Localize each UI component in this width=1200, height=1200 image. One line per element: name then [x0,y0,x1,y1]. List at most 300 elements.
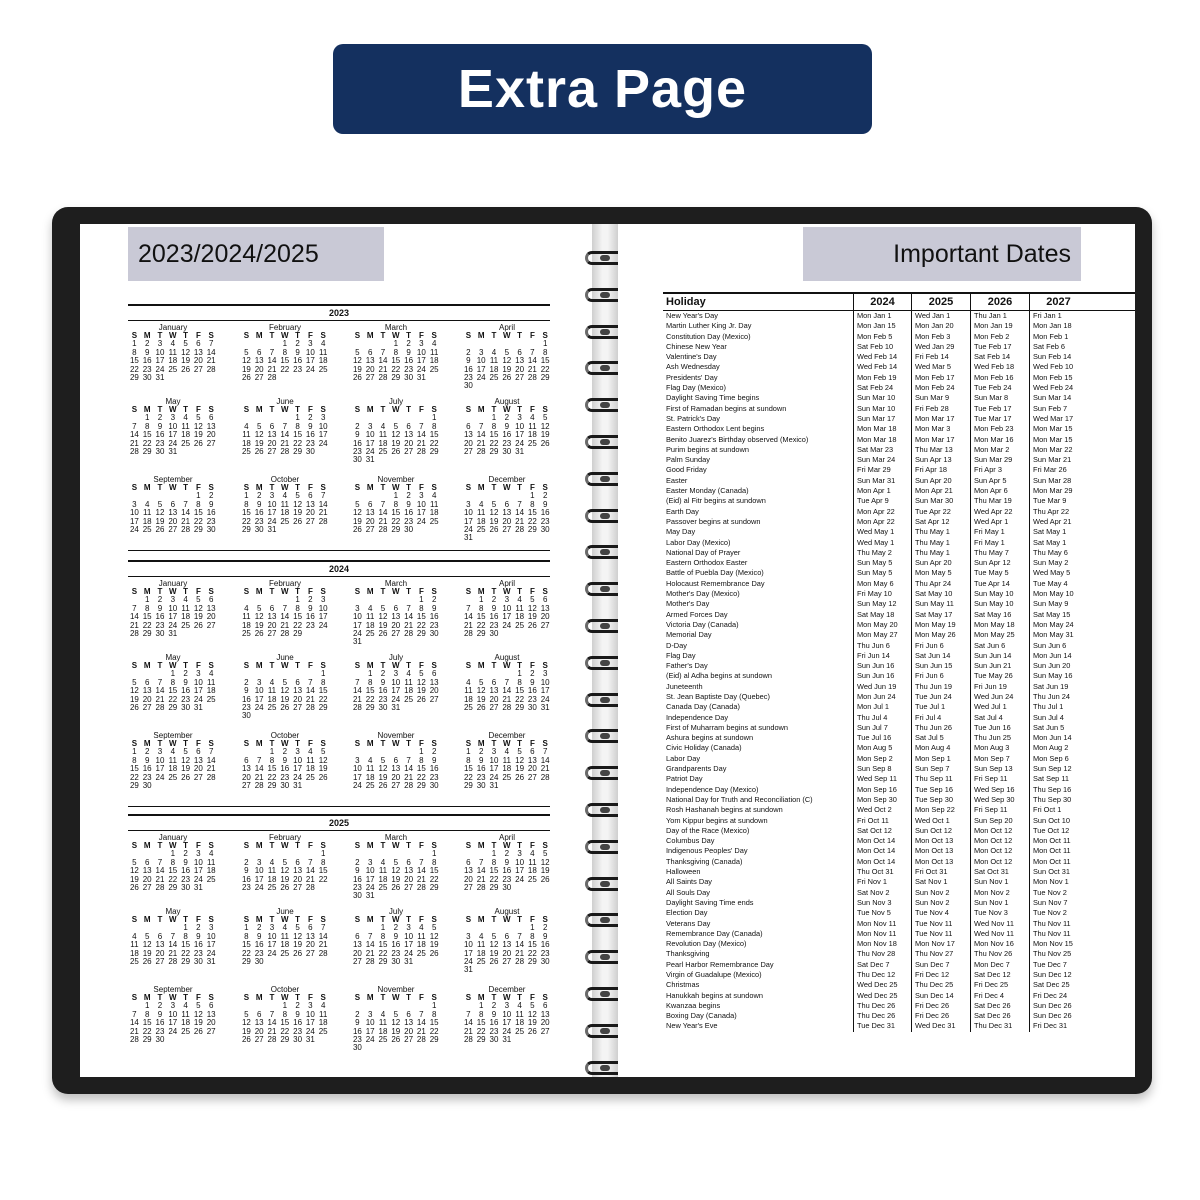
holiday-row [663,949,1135,959]
day-number: 25 [502,772,512,782]
day-number: 4 [308,747,313,757]
weekday-initial: M [255,331,263,340]
holiday-date: Sat May 17 [911,610,970,620]
day-number: 23 [241,703,251,713]
holiday-name: Columbus Day [666,836,715,846]
day-number: 25 [318,364,328,374]
day-number: 13 [404,430,414,440]
day-number: 1 [282,1001,288,1011]
day-number: 25 [181,620,191,630]
weekday-initial: T [183,331,189,340]
banner-label: Extra Page [457,59,748,119]
day-number: 1 [269,747,275,757]
day-number: 27 [142,703,152,713]
left-page-title [128,227,384,281]
day-number: 13 [206,603,216,613]
day-number: 21 [280,620,290,630]
holiday-name: Flag Day [666,650,696,660]
day-number: 16 [429,764,439,774]
day-number: 8 [431,421,437,431]
month-name: September [153,985,193,994]
day-number: 18 [502,764,512,774]
day-number: 20 [502,516,512,526]
holiday-date: Mon Sep 7 [970,754,1029,764]
day-number: 14 [502,686,512,696]
day-number: 20 [241,772,251,782]
day-number: 21 [129,438,139,448]
day-number: 9 [308,421,313,431]
weekday-initial: F [195,405,201,414]
day-number: 18 [378,1026,388,1036]
day-number: 5 [517,747,522,757]
day-number: 16 [305,612,315,622]
weekday-initial: S [465,841,472,850]
day-number: 6 [269,421,275,431]
day-number: 6 [308,923,313,933]
day-number: 7 [269,347,275,357]
day-number: 19 [142,948,152,958]
weekday-initial: S [354,587,361,596]
day-number: 9 [491,1009,497,1019]
day-number: 12 [476,686,486,696]
holiday-date: Wed Mar 17 [1029,414,1087,424]
holiday-date: Wed Oct 2 [853,805,911,815]
holiday-date: Sun Jun 6 [1029,641,1087,651]
day-number: 27 [267,447,277,457]
day-number: 5 [196,413,201,423]
holiday-date: Thu Sep 16 [1029,785,1087,795]
day-number: 20 [267,438,277,448]
day-number: 12 [391,430,401,440]
day-number: 2 [244,677,249,687]
weekday-initial: F [195,993,201,1002]
holiday-row [663,733,1135,743]
day-number: 6 [295,677,300,687]
day-number: 24 [391,694,401,704]
weekday-initial: W [281,405,289,414]
day-number: 20 [206,612,216,622]
holiday-date: Sun Nov 3 [853,898,911,908]
weekday-initial: M [477,993,485,1002]
holiday-date: Sun Dec 26 [1029,1001,1087,1011]
holiday-date: Sun Sep 7 [911,764,970,774]
day-number: 2 [157,595,163,605]
day-number: 29 [168,703,178,713]
holiday-date: Mon Feb 19 [853,373,911,383]
day-number: 30 [305,447,315,457]
weekday-initial: M [143,405,151,414]
day-number: 15 [365,686,375,696]
month-name: December [488,985,526,994]
day-number: 8 [419,603,424,613]
day-number: 23 [540,516,550,526]
day-number: 31 [463,965,473,975]
day-number: 11 [417,931,426,941]
day-number: 1 [320,849,326,859]
holiday-date: Mon Feb 3 [911,332,970,342]
month-calendar [240,732,330,790]
weekday-initial: S [208,739,214,748]
holiday-date: Tue Nov 3 [970,908,1029,918]
day-number: 11 [378,430,388,440]
weekday-initial: T [183,915,189,924]
day-number: 21 [305,694,315,704]
day-number: 17 [305,356,315,366]
day-number: 4 [419,923,424,933]
weekday-initial: T [406,993,412,1002]
day-number: 3 [478,347,484,357]
weekday-initial: M [143,331,151,340]
holiday-row [663,527,1135,537]
day-number: 20 [352,948,362,958]
weekday-initial: S [431,739,437,748]
day-number: 14 [267,1018,277,1028]
weekday-initial: S [131,587,138,596]
day-number: 8 [132,755,137,765]
month-name: November [377,475,415,484]
day-number: 11 [207,857,216,867]
day-number: 5 [256,603,262,613]
day-number: 19 [527,612,537,622]
day-number: 3 [269,923,275,933]
day-number: 30 [489,629,499,639]
weekday-initial: W [392,483,400,492]
day-number: 26 [476,703,486,713]
day-number: 30 [476,781,486,791]
month-name: February [268,579,301,588]
day-number: 9 [491,603,497,613]
weekday-initial: F [307,739,313,748]
weekday-initial: F [529,587,535,596]
weekday-initial: W [503,483,511,492]
holiday-name: Father's Day [666,661,708,671]
month-calendar [351,732,441,790]
day-number: 27 [206,1026,216,1036]
day-number: 26 [155,525,165,535]
holiday-row [663,445,1135,455]
day-number: 3 [466,931,471,941]
day-number: 26 [193,620,203,630]
day-number: 10 [352,764,362,774]
day-number: 19 [318,764,328,774]
day-number: 2 [308,413,313,423]
day-number: 20 [254,1026,264,1036]
day-number: 18 [267,694,277,704]
day-number: 29 [318,703,328,713]
day-number: 13 [502,940,512,950]
day-number: 5 [419,669,424,679]
day-number: 1 [295,595,300,605]
weekday-initial: M [477,587,485,596]
day-number: 20 [305,940,315,950]
weekday-initial: M [366,661,374,670]
day-number: 1 [530,923,535,933]
day-number: 13 [391,764,401,774]
holiday-row [663,373,1135,383]
weekday-initial: W [281,331,289,340]
day-number: 6 [196,339,201,349]
weekday-initial: T [517,587,523,596]
day-number: 31 [502,1035,512,1045]
day-number: 14 [254,764,264,774]
weekday-initial: W [503,841,511,850]
holiday-date: Mon Sep 30 [853,795,911,805]
right-page-title-text: Important Dates [893,239,1071,268]
day-number: 8 [244,499,249,509]
day-number: 1 [478,1001,484,1011]
day-number: 14 [318,499,328,509]
day-number: 2 [478,747,484,757]
day-number: 4 [282,923,288,933]
holiday-date: Sat May 18 [853,610,911,620]
holiday-date: Thu Dec 31 [970,1021,1029,1031]
weekday-initial: M [366,841,374,850]
day-number: 8 [530,499,535,509]
day-number: 10 [404,931,414,941]
day-number: 27 [305,516,315,526]
holiday-date: Mon Mar 3 [911,424,970,434]
day-number: 23 [181,694,191,704]
day-number: 27 [391,781,401,791]
holiday-date: Sat Feb 6 [1029,342,1087,352]
day-number: 28 [181,525,191,535]
day-number: 31 [155,373,165,383]
day-number: 10 [365,430,375,440]
day-number: 3 [406,923,411,933]
day-number: 20 [365,516,375,526]
day-number: 12 [155,508,165,518]
holiday-row [663,362,1135,372]
day-number: 3 [367,421,373,431]
holiday-date: Fri Jan 1 [1029,311,1087,321]
day-number: 24 [155,364,165,374]
day-number: 24 [254,703,264,713]
day-number: 27 [365,373,375,383]
day-number: 27 [391,629,401,639]
weekday-initial: S [243,483,250,492]
month-day-grid [462,994,552,1044]
weekday-initial: T [517,331,523,340]
day-number: 10 [293,755,303,765]
weekday-initial: W [392,405,400,414]
holiday-date: Mon Nov 17 [911,939,970,949]
day-number: 13 [404,1018,414,1028]
day-number: 29 [129,781,139,791]
day-number: 28 [416,883,426,893]
holiday-date: Wed Feb 14 [853,352,911,362]
day-number: 5 [144,931,150,941]
day-number: 15 [476,1018,486,1028]
day-number: 14 [129,612,139,622]
holiday-date: Tue Dec 7 [1029,960,1087,970]
weekday-initial: S [431,483,437,492]
dates-table-body [663,311,1135,1032]
day-number: 22 [476,620,486,630]
day-number: 29 [142,447,152,457]
day-number: 23 [404,364,414,374]
day-number: 12 [515,755,525,765]
holiday-date: Mon Mar 15 [1029,424,1087,434]
holiday-row [663,826,1135,836]
day-number: 13 [515,356,525,366]
holiday-date: Thu Mar 13 [911,445,970,455]
weekday-initial: S [131,661,138,670]
day-number: 10 [502,603,512,613]
day-number: 20 [527,764,537,774]
holiday-date: Sat May 1 [1029,538,1087,548]
day-number: 28 [416,1035,426,1045]
day-number: 5 [282,857,288,867]
day-number: 27 [540,1026,550,1036]
day-number: 22 [416,620,426,630]
day-number: 7 [320,491,326,501]
day-number: 19 [193,612,203,622]
day-number: 16 [404,508,414,518]
weekday-initial: M [143,841,151,850]
weekday-initial: S [542,405,548,414]
holiday-date: Sun Apr 20 [911,476,970,486]
holiday-date: Tue Sep 30 [911,795,970,805]
weekday-initial: W [503,739,511,748]
holiday-date: Fri Sep 11 [970,774,1029,784]
day-number: 15 [391,356,401,366]
holiday-date: Wed Dec 31 [911,1021,970,1031]
day-number: 23 [489,1026,499,1036]
day-number: 11 [477,508,486,518]
day-number: 7 [406,755,411,765]
weekday-initial: T [491,405,497,414]
day-number: 23 [502,438,512,448]
day-number: 21 [404,620,414,630]
month-day-grid [240,484,330,534]
holiday-name: Ashura begins at sundown [666,733,754,743]
holiday-row [663,713,1135,723]
day-number: 14 [404,764,414,774]
weekday-initial: T [491,661,497,670]
weekday-initial: S [208,405,214,414]
day-number: 25 [515,1026,525,1036]
day-number: 13 [293,686,303,696]
day-number: 4 [431,339,437,349]
holiday-date: Mon Feb 24 [911,383,970,393]
day-number: 24 [318,620,328,630]
day-number: 28 [404,629,414,639]
day-number: 16 [293,1018,303,1028]
day-number: 13 [267,430,277,440]
day-number: 30 [429,781,439,791]
day-number: 23 [254,516,264,526]
weekday-initial: S [243,405,250,414]
day-number: 4 [431,491,437,501]
holiday-date: Mon Mar 2 [970,445,1029,455]
day-number: 31 [515,447,525,457]
day-number: 11 [404,677,413,687]
day-number: 12 [540,857,550,867]
day-number: 7 [419,857,424,867]
weekday-initial: M [143,661,151,670]
month-name: March [384,323,408,332]
day-number: 10 [463,940,473,950]
day-number: 21 [280,438,290,448]
day-number: 18 [129,948,139,958]
day-number: 6 [208,413,214,423]
day-number: 3 [542,669,548,679]
holiday-row [663,1011,1135,1021]
day-number: 16 [305,430,315,440]
holiday-date: Wed Jan 1 [911,311,970,321]
holiday-date: Wed Oct 1 [911,816,970,826]
weekday-initial: T [380,993,386,1002]
weekday-initial: W [169,739,177,748]
day-number: 14 [378,356,388,366]
month-calendar [351,580,441,647]
day-number: 9 [144,755,150,765]
day-number: 2 [183,669,188,679]
weekday-initial: T [380,587,386,596]
month-name: August [494,907,520,916]
day-number: 21 [267,364,277,374]
day-number: 11 [515,603,524,613]
weekday-initial: S [431,405,437,414]
day-number: 19 [193,430,203,440]
month-day-grid [128,994,218,1044]
day-number: 7 [157,677,163,687]
holiday-name: St. Jean Baptiste Day (Quebec) [666,691,770,701]
weekday-initial: F [529,661,535,670]
holiday-date: Fri Apr 18 [911,465,970,475]
day-number: 4 [183,413,188,423]
holiday-date: Sun Mar 9 [911,393,970,403]
weekday-initial: T [295,405,301,414]
holiday-date: Thu Nov 25 [1029,949,1087,959]
day-number: 17 [463,516,473,526]
holiday-date: Mon Nov 11 [853,929,911,939]
day-number: 26 [378,781,388,791]
day-number: 21 [476,874,486,884]
day-number: 26 [391,883,401,893]
weekday-initial: T [491,331,497,340]
holiday-date: Mon Mar 15 [1029,435,1087,445]
day-number: 27 [241,781,251,791]
day-number: 1 [132,747,137,757]
day-number: 4 [530,413,535,423]
day-number: 15 [416,764,426,774]
day-number: 22 [378,948,388,958]
day-number: 28 [352,703,362,713]
day-number: 3 [295,747,300,757]
month-calendar [240,654,330,721]
day-number: 25 [267,883,277,893]
column-2027: 2027 [1029,294,1087,310]
day-number: 28 [206,364,216,374]
holiday-name: Palm Sunday [666,455,710,465]
day-number: 5 [256,421,262,431]
day-number: 10 [155,347,165,357]
day-number: 3 [320,413,326,423]
day-number: 13 [206,421,216,431]
day-number: 8 [393,347,399,357]
holiday-date: Mon Jun 14 [1029,651,1087,661]
day-number: 15 [489,430,499,440]
weekday-initial: W [392,331,400,340]
day-number: 18 [515,612,525,622]
day-number: 6 [269,603,275,613]
day-number: 16 [155,430,165,440]
holiday-date: Fri Jun 6 [911,641,970,651]
holiday-date: Sun Nov 1 [970,898,1029,908]
day-number: 18 [280,940,290,950]
day-number: 20 [515,364,525,374]
